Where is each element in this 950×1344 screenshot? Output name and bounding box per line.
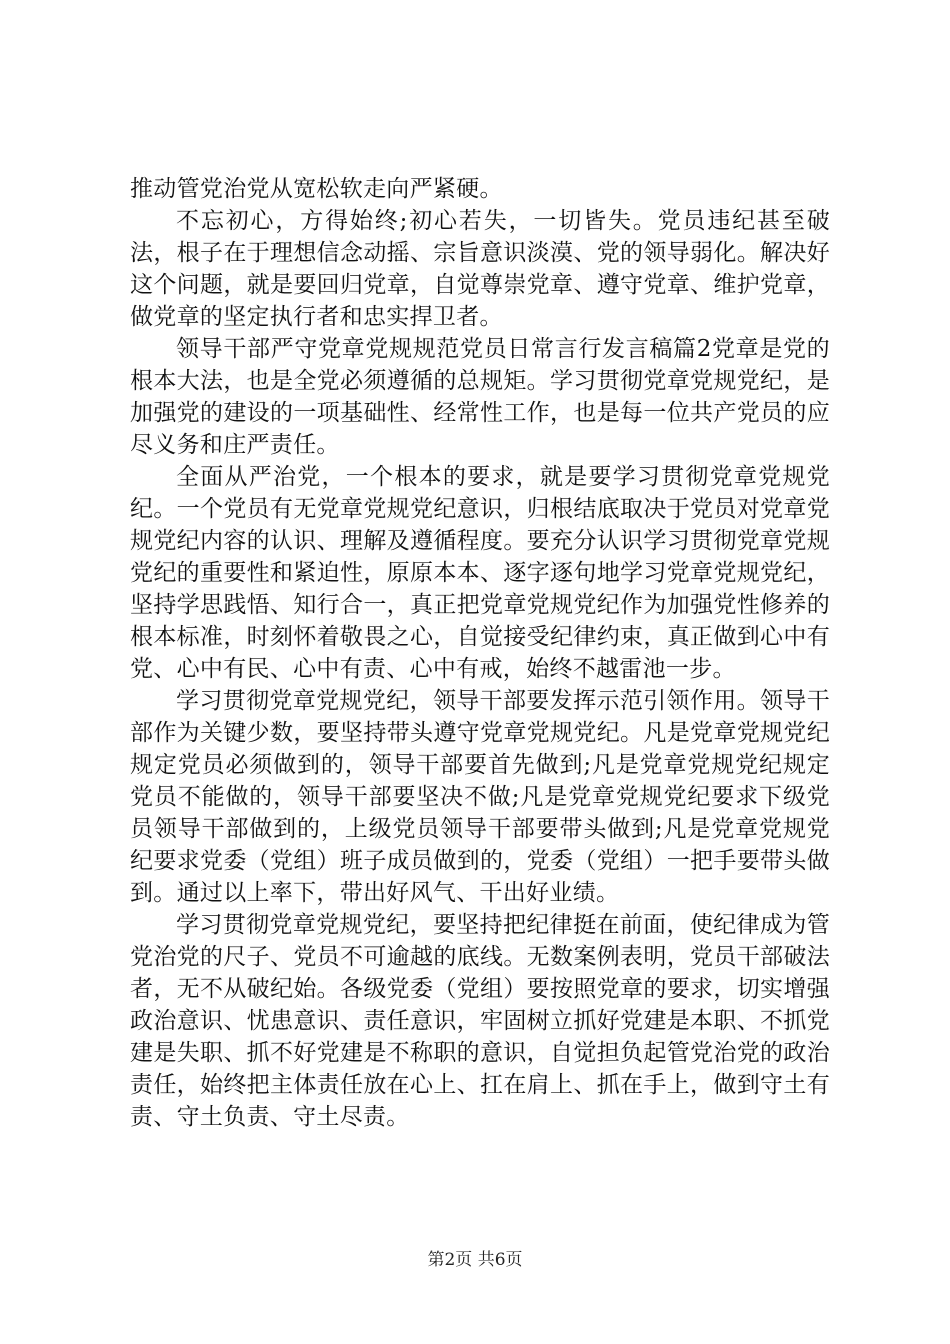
page-footer: 第2页 共6页 bbox=[427, 1250, 523, 1270]
paragraph-6: 学习贯彻党章党规党纪，要坚持把纪律挺在前面，使纪律成为管党治党的尺子、党员不可逾越的底线。无数案例表明，党员干部破法者，无不从破纪始。各级党委（党组）要按照党章的要求，切实增强政治意识、忧患意识、责任意识，牢固树立抓好党建是本职、不抓党建是失职、抓不好党建是不称职的意识，自觉担负起管党治党的政治责任，始终把主体责任放在心上、扛在肩上、抓在手上，做到守土有责、守土负责、守土尽责。 bbox=[130, 912, 830, 1130]
paragraph-1: 推动管党治党从宽松软走向严紧硬。 bbox=[130, 176, 503, 202]
paragraph-3: 领导干部严守党章党规规范党员日常言行发言稿篇2党章是党的根本大法，也是全党必须遵循的总规矩。学习贯彻党章党规党纪，是加强党的建设的一项基础性、经常性工作，也是每一位共产党员的应尽义务和庄严责任。 bbox=[130, 336, 830, 458]
paragraph-2: 不忘初心，方得始终;初心若失，一切皆失。党员违纪甚至破法，根子在于理想信念动摇、宗旨意识淡漠、党的领导弱化。解决好这个问题，就是要回归党章，自觉尊崇党章、遵守党章、维护党章，做党章的坚定执行者和忠实捍卫者。 bbox=[130, 208, 830, 330]
document-body bbox=[130, 173, 830, 1133]
paragraph-5: 学习贯彻党章党规党纪，领导干部要发挥示范引领作用。领导干部作为关键少数，要坚持带头遵守党章党规党纪。凡是党章党规党纪规定党员必须做到的，领导干部要首先做到;凡是党章党规党纪规定党员不能做的，领导干部要坚决不做;凡是党章党规党纪要求下级党员领导干部做到的，上级党员领导干部要带头做到;凡是党章党规党纪要求党委（党组）班子成员做到的，党委（党组）一把手要带头做到。通过以上率下，带出好风气、干出好业绩。 bbox=[130, 688, 830, 906]
paragraph-4: 全面从严治党，一个根本的要求，就是要学习贯彻党章党规党纪。一个党员有无党章党规党纪意识，归根结底取决于党员对党章党规党纪内容的认识、理解及遵循程度。要充分认识学习贯彻党章党规党纪的重要性和紧迫性，原原本本、逐字逐句地学习党章党规党纪，坚持学思践悟、知行合一，真正把党章党规党纪作为加强党性修养的根本标准，时刻怀着敬畏之心，自觉接受纪律约束，真正做到心中有党、心中有民、心中有责、心中有戒，始终不越雷池一步。 bbox=[130, 464, 830, 682]
